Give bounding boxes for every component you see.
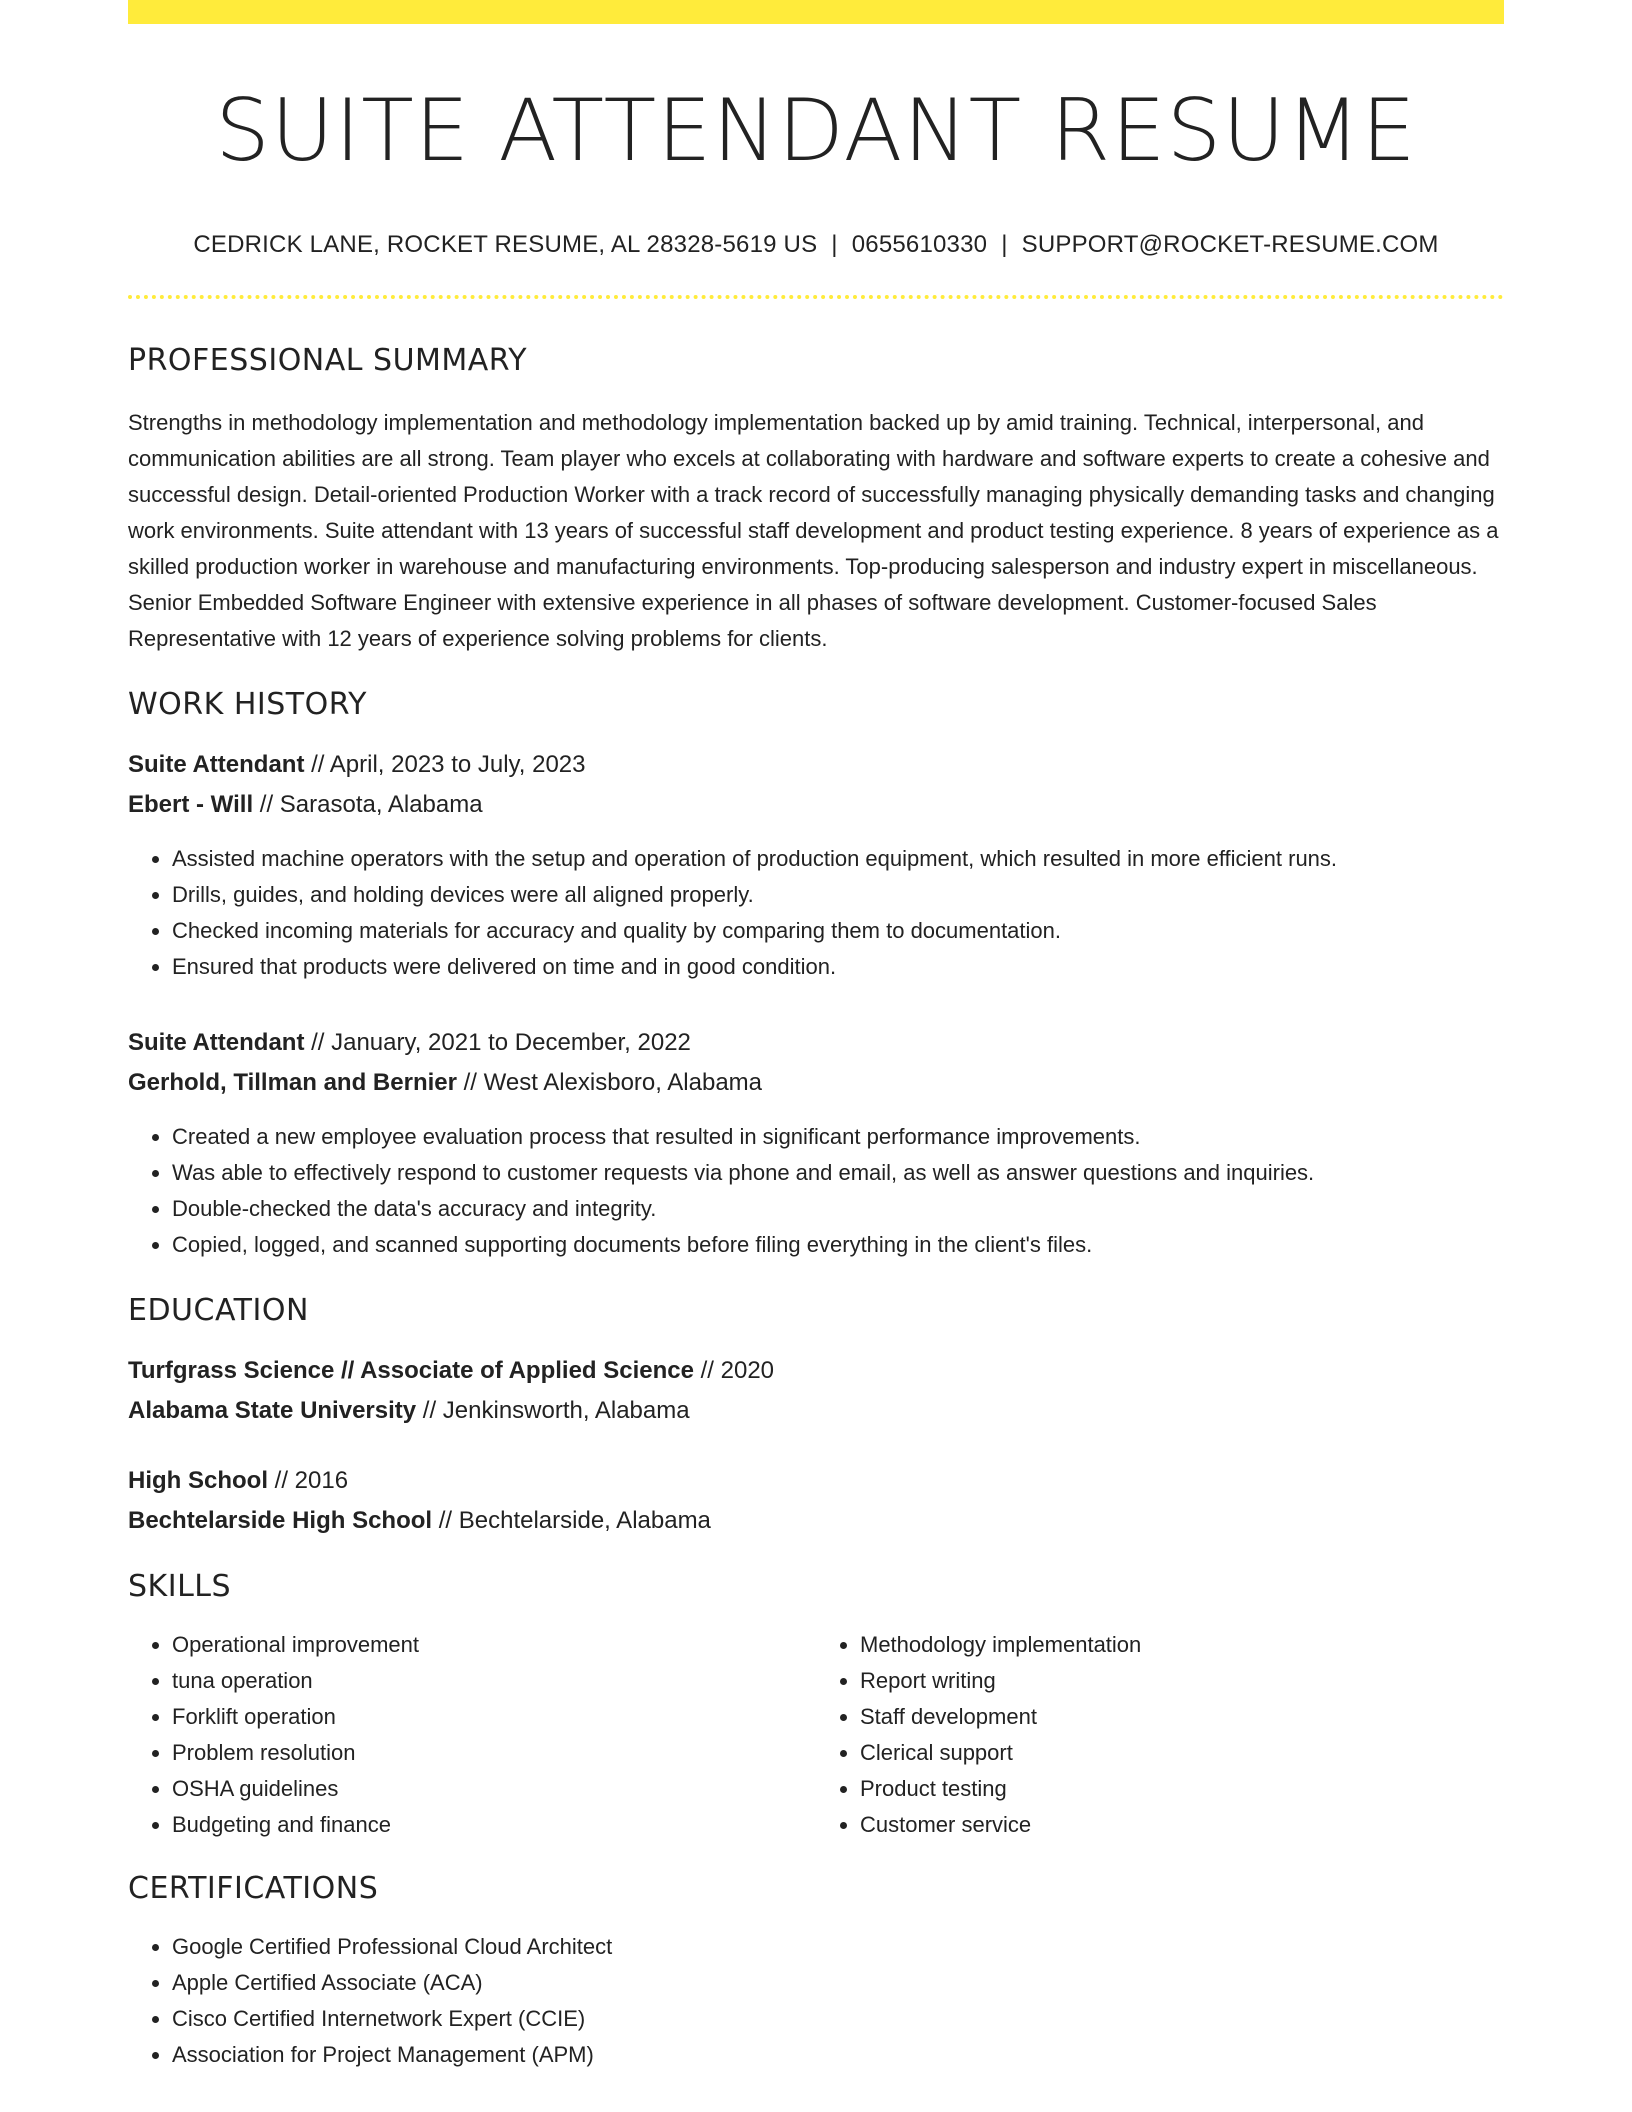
skill-item: • Budgeting and finance [172, 1807, 816, 1843]
resume-page [128, 0, 1504, 2073]
job-location: // Sarasota, Alabama [253, 791, 483, 819]
education-entry [128, 1351, 1504, 1431]
job-bullet: • Double-checked the data's accuracy and integrity. [172, 1191, 1504, 1227]
skills-column-right [816, 1627, 1504, 1843]
skill-item: • tuna operation [172, 1663, 816, 1699]
contact-address: CEDRICK LANE, ROCKET RESUME, AL 28328-5619 US [193, 230, 818, 258]
contact-separator: | [1001, 230, 1008, 258]
education-location: // Jenkinsworth, Alabama [416, 1397, 690, 1425]
education-school: Alabama State University [128, 1397, 417, 1425]
job-bullet: • Assisted machine operators with the setup and operation of production equipment, which resulted in more efficient runs. [172, 841, 1504, 877]
skill-item: • Problem resolution [172, 1735, 816, 1771]
education-school: Bechtelarside High School [128, 1507, 433, 1535]
job-role: Suite Attendant [128, 1029, 305, 1057]
education-year: // 2020 [693, 1357, 775, 1385]
education-degree-line [128, 1351, 1504, 1391]
skill-item: • Report writing [860, 1663, 1504, 1699]
job-bullets [128, 1119, 1504, 1263]
job-dates: // January, 2021 to December, 2022 [304, 1029, 691, 1057]
skill-item: • Methodology implementation [860, 1627, 1504, 1663]
section-title-work-history: WORK HISTORY [128, 687, 367, 723]
contact-phone: 0655610330 [851, 230, 988, 258]
skill-item: • Product testing [860, 1771, 1504, 1807]
job-dates: // April, 2023 to July, 2023 [304, 751, 586, 779]
certification-item: • Google Certified Professional Cloud Architect [172, 1929, 1504, 1965]
job-location: // West Alexisboro, Alabama [456, 1069, 763, 1097]
job-bullet: • Checked incoming materials for accuracy and quality by comparing them to documentation. [172, 913, 1504, 949]
section-title-summary: PROFESSIONAL SUMMARY [128, 343, 528, 379]
education-school-line [128, 1391, 1504, 1431]
skill-item: • Operational improvement [172, 1627, 816, 1663]
contact-email: SUPPORT@ROCKET-RESUME.COM [1021, 230, 1439, 258]
education-degree-line [128, 1461, 1504, 1501]
education-school-line [128, 1501, 1504, 1541]
job-role-line [128, 745, 1504, 785]
certification-item: • Apple Certified Associate (ACA) [172, 1965, 1504, 2001]
skill-item: • Clerical support [860, 1735, 1504, 1771]
job-bullet: • Created a new employee evaluation process that resulted in significant performance improvements. [172, 1119, 1504, 1155]
job-company-line [128, 785, 1504, 825]
resume-title: SUITE ATTENDANT RESUME [215, 81, 1417, 181]
skill-item: • Forklift operation [172, 1699, 816, 1735]
job-bullet: • Drills, guides, and holding devices were all aligned properly. [172, 877, 1504, 913]
skill-item: • OSHA guidelines [172, 1771, 816, 1807]
job-entry [128, 745, 1504, 985]
job-bullets [128, 841, 1504, 985]
dotted-divider [128, 295, 1504, 299]
job-bullet: • Ensured that products were delivered on time and in good condition. [172, 949, 1504, 985]
education-location: // Bechtelarside, Alabama [432, 1507, 711, 1535]
section-title-certifications: CERTIFICATIONS [128, 1871, 379, 1907]
skill-item: • Customer service [860, 1807, 1504, 1843]
education-degree: Turfgrass Science // Associate of Applied Science [128, 1357, 694, 1385]
skills-column-left [128, 1627, 816, 1843]
job-company: Ebert - Will [128, 791, 254, 819]
section-title-skills: SKILLS [128, 1569, 232, 1605]
education-year: // 2016 [268, 1467, 349, 1495]
education-degree: High School [128, 1467, 268, 1495]
education-entry [128, 1461, 1504, 1541]
job-role: Suite Attendant [128, 751, 305, 779]
skill-item: • Staff development [860, 1699, 1504, 1735]
section-title-education: EDUCATION [128, 1293, 309, 1329]
certification-item: • Association for Project Management (APM) [172, 2037, 1504, 2073]
job-bullet: • Copied, logged, and scanned supporting documents before filing everything in the client's files. [172, 1227, 1504, 1263]
contact-separator: | [831, 230, 838, 258]
contact-line [128, 231, 1504, 260]
job-role-line [128, 1023, 1504, 1063]
job-company: Gerhold, Tillman and Bernier [128, 1069, 457, 1097]
certifications-list [128, 1929, 1504, 2073]
summary-paragraph: Strengths in methodology implementation and methodology implementation backed up by amid training. Technical, interpersonal, and communication abilities are all strong. Team player who excels at collaborating with hardware and software experts to create a cohesive and successful design. Detail-oriented Production Worker with a track record of successfully managing physically demanding tasks and changing work environments. Suite attendant with 13 years of successful staff development and product testing experience. 8 years of experience as a skilled production worker in warehouse and manufacturing environments. Top-producing salesperson and industry expert in miscellaneous. Senior Embedded Software Engineer with extensive experience in all phases of software development. Customer-focused Sales Representative with 12 years of experience solving problems for clients. [128, 410, 1499, 652]
skills-grid [128, 1627, 1504, 1843]
job-company-line [128, 1063, 1504, 1103]
top-accent-bar [128, 0, 1504, 24]
job-bullet: • Was able to effectively respond to customer requests via phone and email, as well as answer questions and inquiries. [172, 1155, 1504, 1191]
certification-item: • Cisco Certified Internetwork Expert (CCIE) [172, 2001, 1504, 2037]
job-entry [128, 1023, 1504, 1263]
